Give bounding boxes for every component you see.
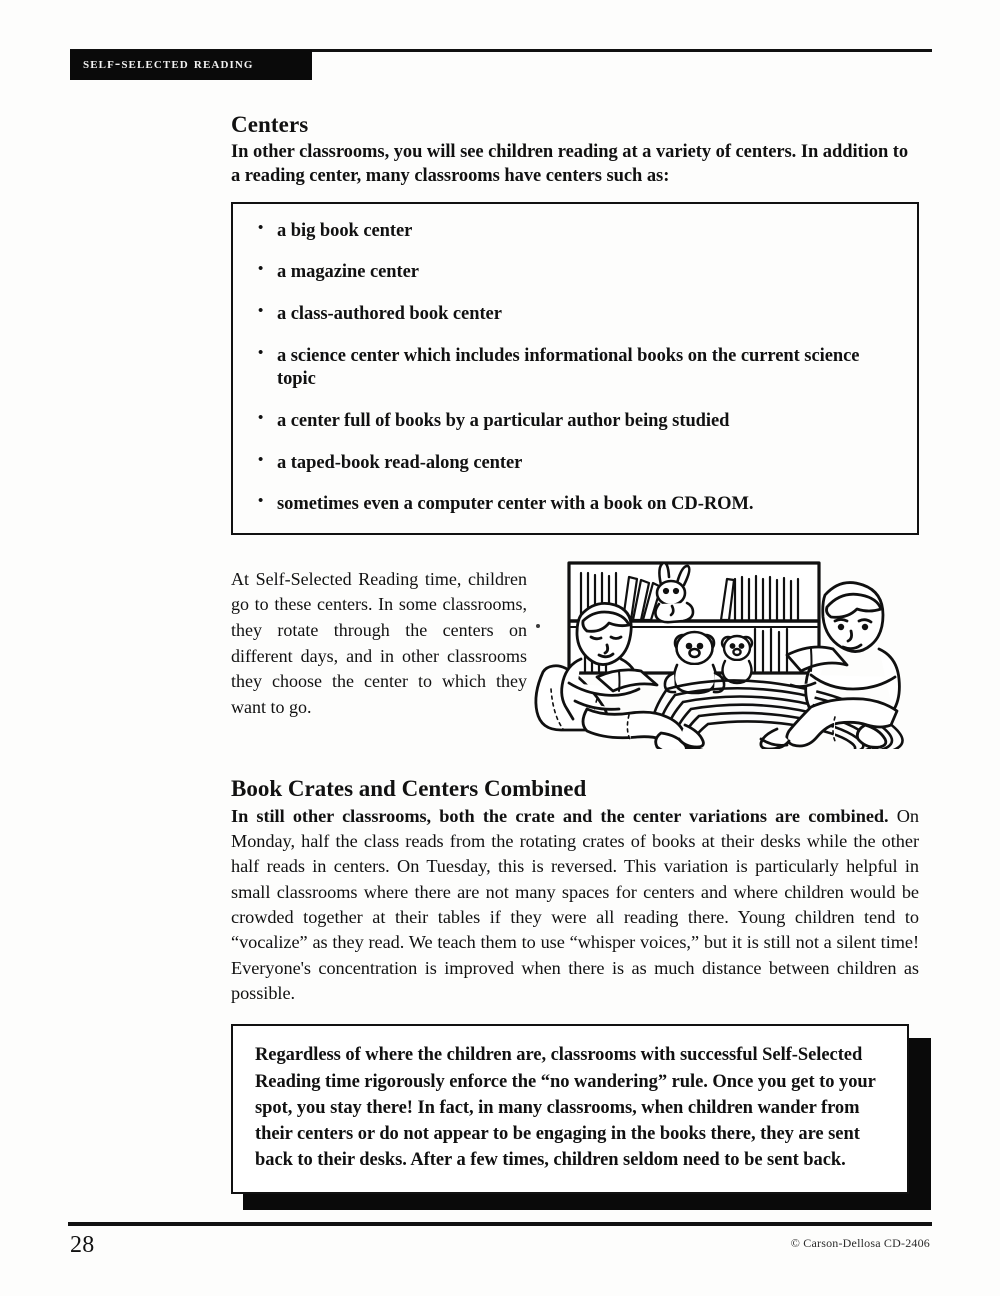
section-title-combined: Book Crates and Centers Combined: [231, 775, 587, 801]
page-content: [231, 112, 919, 1194]
list-item: • a science center which includes informational books on the current science topic: [253, 345, 897, 392]
figure-row: [231, 549, 919, 754]
list-item: • a magazine center: [253, 261, 897, 285]
list-item: • a center full of books by a particular author being studied: [253, 410, 897, 434]
running-head-tab: [70, 50, 312, 80]
callout-box: [231, 1024, 909, 1193]
list-item: • a big book center: [253, 220, 897, 244]
running-head-label: self-selected reading: [83, 55, 254, 72]
callout-text: Regardless of where the children are, classrooms with successful Self-Selected Reading time rigorously enforce the “no wandering” rule. Once you get to your spot, you stay there! In fact, in many classrooms, when children wander from their centers or do not appear to be engaging in the books there, they are sent back to their desks. After a few times, children seldom need to be sent back.: [255, 1045, 876, 1171]
combined-body-bold-lead: In still other classrooms, both the crate and the center variations are combined.: [231, 805, 889, 826]
copyright-notice: © Carson-Dellosa CD-2406: [790, 1236, 930, 1250]
combined-body-rest: On Monday, half the class reads from the rotating crates of books at their desks while the other half reads in centers. On Tuesday, this is reversed. This variation is particularly helpful in small classrooms where there are not many spaces for centers and where children would be crowded together at their tables if they were all reading there. Young children tend to “vocalize” as they read. We teach them to use “whisper voices,” but it is still not a silent time! Everyone's concentration is improved when there is as much distance between children as possible.: [231, 805, 919, 1003]
list-item: • a class-authored book center: [253, 303, 897, 327]
callout-wrapper: [231, 1024, 919, 1193]
combined-body-paragraph: [231, 804, 919, 1007]
classroom-reading-illustration: [525, 549, 919, 749]
page-number: 28: [70, 1232, 95, 1258]
centers-list-box: [231, 202, 919, 535]
page-title: Centers: [231, 112, 309, 137]
list-item: • sometimes even a computer center with a book on CD-ROM.: [253, 493, 897, 517]
centers-wrap-paragraph: At Self-Selected Reading time, children go to these centers. In some classrooms, they rotate through the centers on different days, and in other classrooms they choose the center to which they want to go.: [231, 568, 527, 717]
centers-bullet-list: [253, 220, 897, 517]
list-item: • a taped-book read-along center: [253, 452, 897, 476]
footer-rule: [68, 1222, 932, 1226]
centers-lead-paragraph: In other classrooms, you will see children reading at a variety of centers. In addition to a reading center, many classrooms have centers such as:: [231, 141, 909, 187]
